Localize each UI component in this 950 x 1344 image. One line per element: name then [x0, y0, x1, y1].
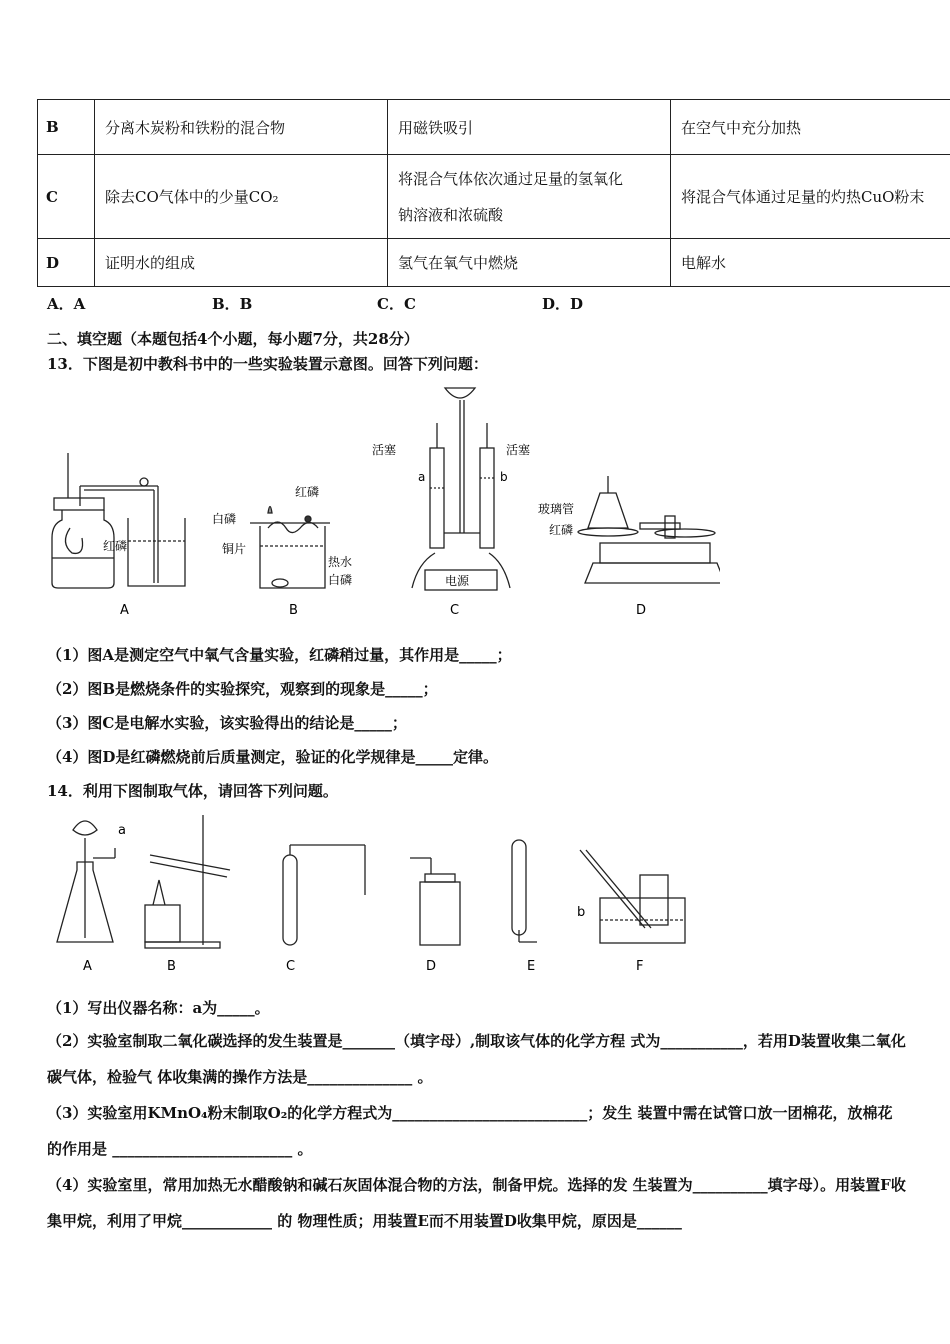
choice-c[interactable]: C．C [377, 295, 416, 313]
apparatus-a [52, 453, 185, 588]
choice-d[interactable]: D．D [542, 295, 584, 313]
caption-14-b: B [167, 959, 176, 974]
row-method-1: 氢气在氧气中燃烧 [388, 239, 671, 287]
row-method-2: 电解水 [671, 239, 950, 287]
label-14-b: b [577, 905, 586, 920]
apparatus-d [578, 476, 720, 583]
label-c-a: a [418, 470, 426, 484]
row-letter: B [38, 100, 95, 155]
q14-sub-4: （4）实验室里，常用加热无水醋酸钠和碱石灰固体混合物的方法，制备甲烷。选择的发 生装置为__________填字母）。用装置F收集甲烷，利用了甲烷____________ 的 物理性质；用装置E而不用装置D收集甲烷，原因是______ [47, 1176, 906, 1230]
apparatus-c [412, 388, 510, 590]
label-b-white-p: 白磷 [212, 512, 237, 526]
row-method-2: 在空气中充分加热 [671, 100, 950, 155]
label-a-red-p: 红磷 [103, 539, 128, 553]
caption-14-a: A [83, 959, 92, 974]
q14-sub-2: （2）实验室制取二氧化碳选择的发生装置是_______（填字母）,制取该气体的化学方程 式为___________，若用D装置收集二氧化碳气体，检验气 体收集满的操作方法是______________ 。 [47, 1032, 906, 1086]
caption-a: A [120, 603, 129, 618]
q14-stem: 14．利用下图制取气体，请回答下列问题。 [47, 782, 338, 800]
caption-14-e: E [527, 959, 536, 974]
q13-sub-3: （3）图C是电解水实验，该实验得出的结论是_____； [47, 714, 407, 732]
row-letter: D [38, 239, 95, 287]
label-d-red-p: 红磷 [549, 523, 574, 537]
label-b-hot-water: 热水 [328, 555, 353, 569]
row-purpose: 除去CO气体中的少量CO₂ [95, 155, 388, 239]
section-heading: 二、填空题（本题包括4个小题，每小题7分，共28分） [47, 330, 419, 348]
options-table [37, 99, 950, 287]
row-purpose: 分离木炭粉和铁粉的混合物 [95, 100, 388, 155]
row-letter: C [38, 155, 95, 239]
label-14-a: a [118, 823, 126, 838]
label-d-glass-tube: 玻璃管 [538, 502, 575, 516]
q13-sub-2: （2）图B是燃烧条件的实验探究，观察到的现象是_____； [47, 680, 438, 698]
row-method-1 [388, 155, 671, 239]
q13-stem: 13．下图是初中教科书中的一些实验装置示意图。回答下列问题： [47, 355, 488, 373]
label-b-red-p: 红磷 [295, 485, 320, 499]
row-method-1: 用磁铁吸引 [388, 100, 671, 155]
apparatus-b [250, 507, 330, 589]
row-method-1-line-1: 将混合气体依次通过足量的氢氧化 [398, 169, 624, 188]
q13-figure [40, 378, 720, 623]
label-c-valve-right: 活塞 [506, 443, 531, 457]
caption-c: C [450, 603, 460, 618]
q14-figure [45, 810, 705, 980]
table-row [38, 155, 950, 239]
q13-sub-1: （1）图A是测定空气中氧气含量实验，红磷稍过量，其作用是_____； [47, 646, 512, 664]
caption-14-f: F [636, 959, 644, 974]
choice-a[interactable]: A．A [47, 295, 86, 313]
q13-sub-4: （4）图D是红磷燃烧前后质量测定，验证的化学规律是_____定律。 [47, 748, 498, 766]
choice-b[interactable]: B．B [212, 295, 253, 313]
table-row [38, 239, 950, 287]
caption-14-c: C [286, 959, 296, 974]
caption-d: D [636, 603, 647, 618]
label-b-white-p2: 白磷 [328, 573, 353, 587]
label-c-b: b [500, 470, 508, 484]
row-method-2: 将混合气体通过足量的灼热CuO粉末 [671, 155, 950, 239]
caption-b: B [289, 603, 298, 618]
label-b-copper: 铜片 [222, 542, 247, 556]
label-c-power: 电源 [445, 574, 470, 588]
table-row [38, 100, 950, 155]
row-purpose: 证明水的组成 [95, 239, 388, 287]
q14-sub-3: （3）实验室用KMnO₄粉末制取O₂的化学方程式为__________________________；发生 装置中需在试管口放一团棉花，放棉花的作用是 ________________________ 。 [47, 1104, 893, 1158]
row-method-1-line-2: 钠溶液和浓硫酸 [398, 205, 504, 224]
caption-14-d: D [426, 959, 437, 974]
label-c-valve-left: 活塞 [372, 443, 397, 457]
q14-sub-1: （1）写出仪器名称：a为_____。 [47, 999, 270, 1017]
